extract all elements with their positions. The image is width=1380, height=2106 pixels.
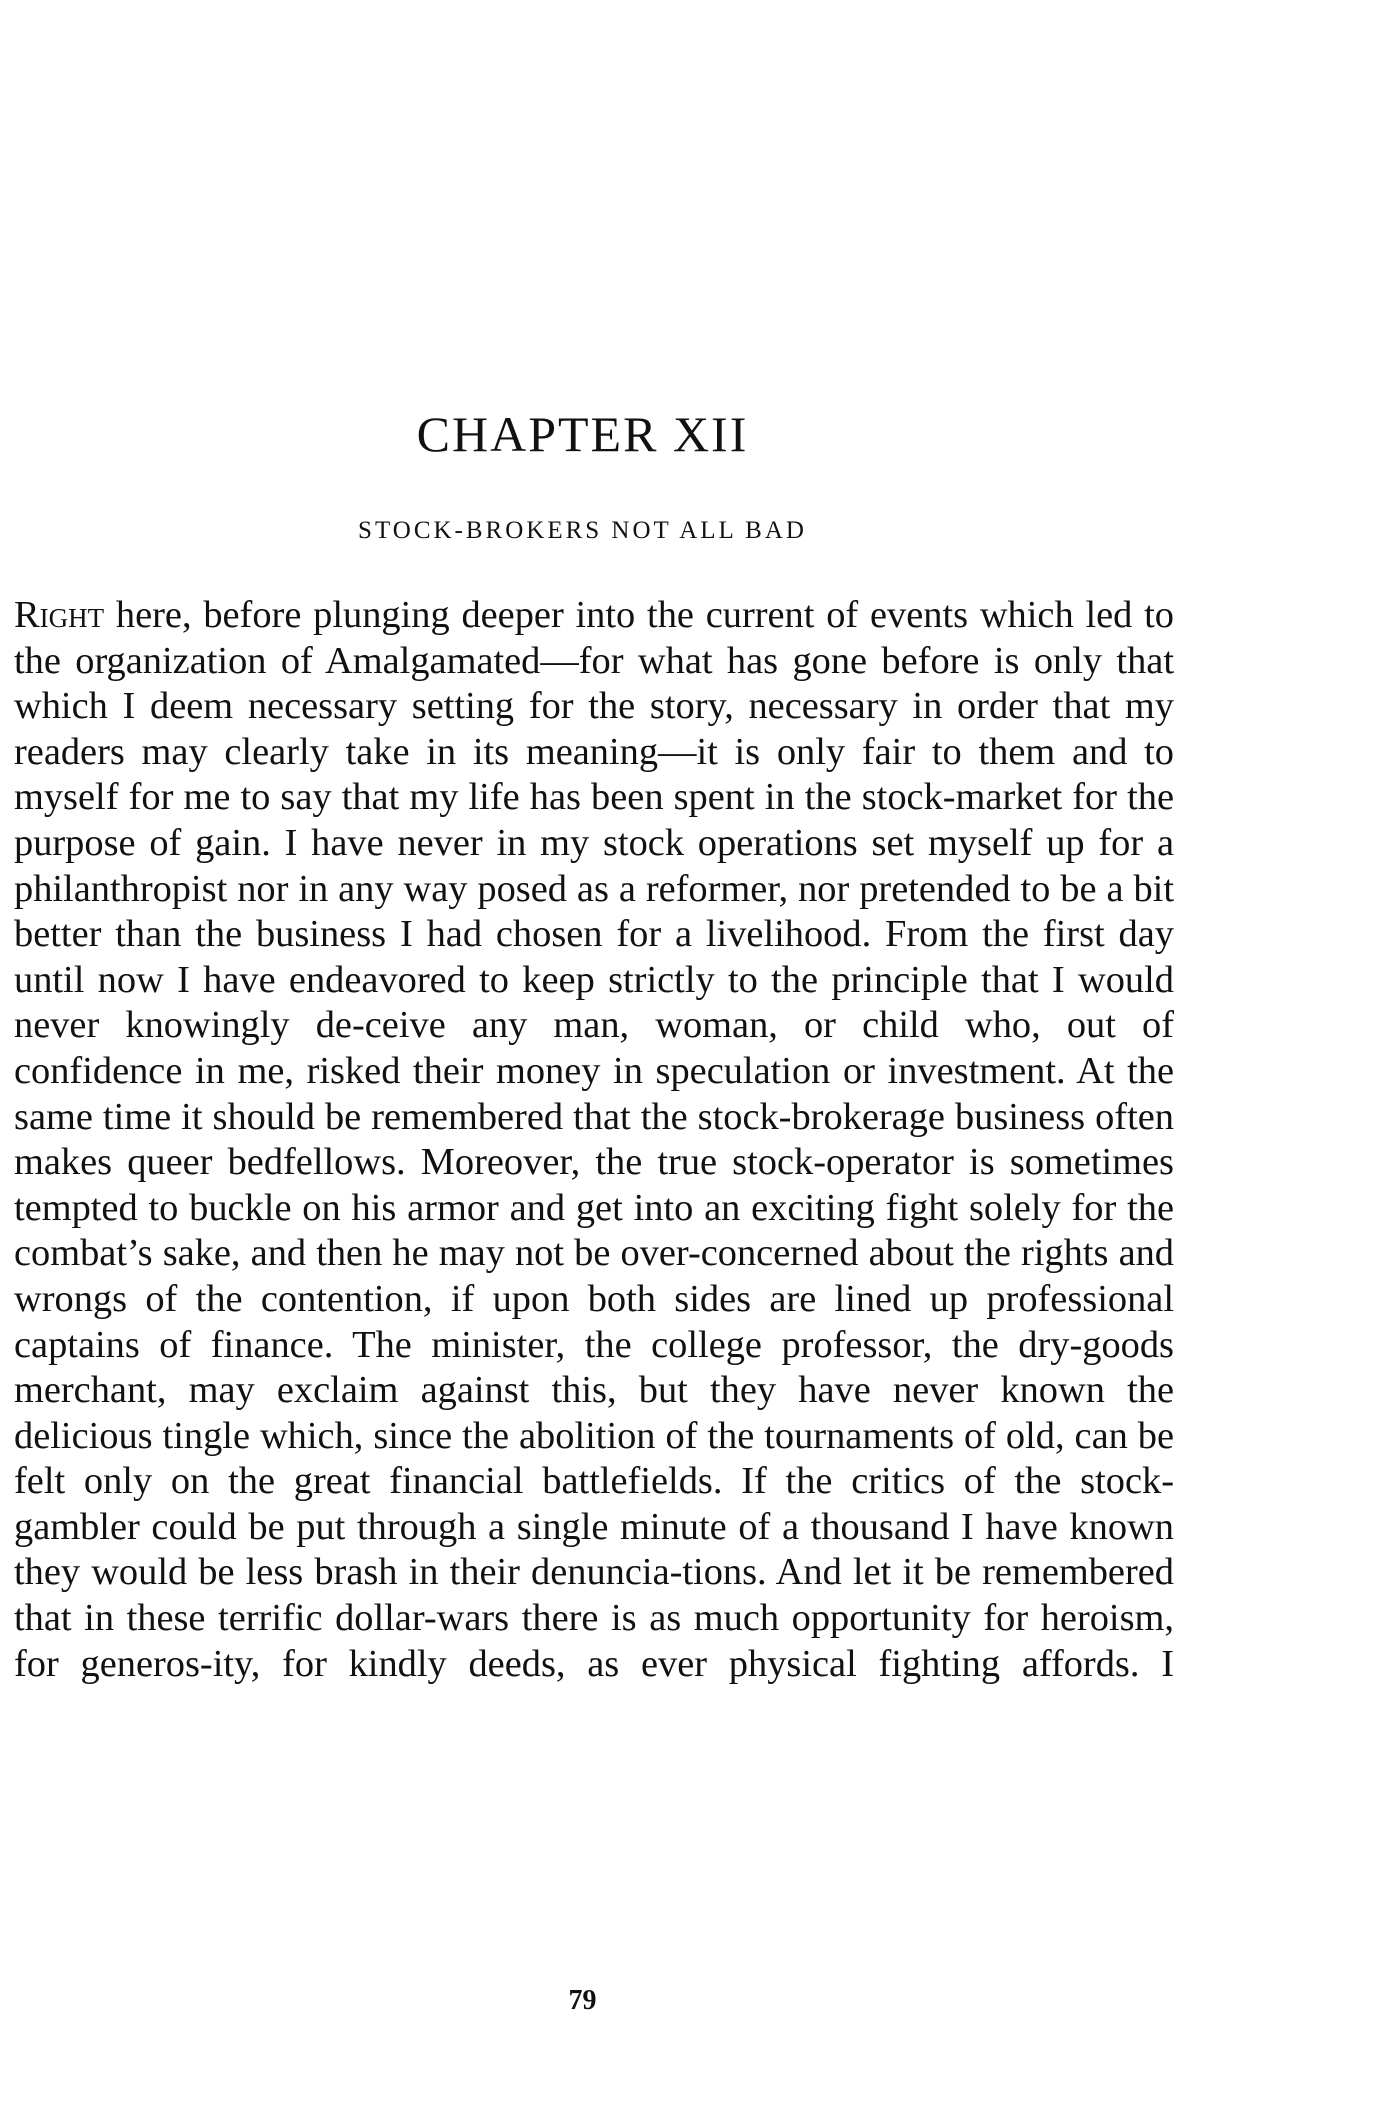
paragraph-text: here, before plunging deeper into the current of events which led to the organization of Amalgamated—for what has gone before is only that which I deem necessary setting for the story, necessary in order that my readers may clearly take in its meaning—it is only fair to them and to myself for me to say that my life has been spent in the stock-market for the purpose of gain. I have never in my stock operations set myself up for a philanthropist nor in any way posed as a reformer, nor pretended to be a bit better than the business I had chosen for a livelihood. From the first day until now I have endeavored to keep strictly to the principle that I would never knowingly de-ceive any man, woman, or child who, out of confidence in me, risked their money in speculation or investment. At the same time it should be remembered that the stock-brokerage business often makes queer bedfellows. Moreover, the true stock-operator is sometimes tempted to buckle on his armor and get into an exciting fight solely for the combat’s sake, and then he may not be over-concerned about the rights and wrongs of the contention, if upon both sides are lined up professional captains of finance. The minister, the college professor, the dry-goods merchant, may exclaim against this, but they have never known the delicious tingle which, since the abolition of the tournaments of old, can be felt only on the great financial battlefields. If the critics of the stock-gambler could be put through a single minute of a thousand I have known they would be less brash in their denuncia-tions. And let it be remembered that in these terrific dollar-wars there is as much opportunity for heroism, for generos-ity, for kindly deeds, as ever physical fighting affords. I: [14, 594, 1174, 1685]
paragraph-lead-in: Right: [14, 594, 105, 636]
chapter-subtitle: STOCK-BROKERS NOT ALL BAD: [358, 517, 807, 544]
body-paragraph: [14, 593, 1174, 1687]
page-number: 79: [568, 1985, 597, 2016]
chapter-title: CHAPTER XII: [416, 406, 749, 462]
